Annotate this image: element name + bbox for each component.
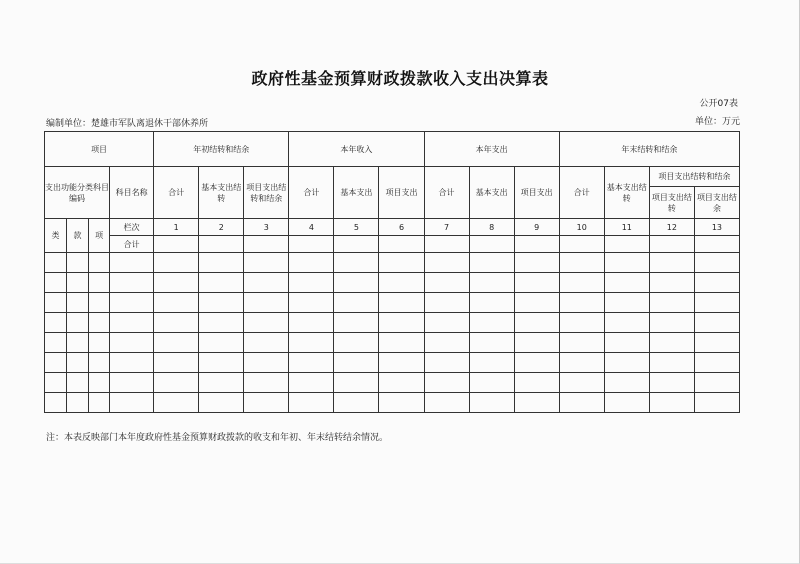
table-cell (244, 373, 289, 393)
table-cell (469, 393, 514, 413)
page-title: 政府性基金预算财政拨款收入支出决算表 (251, 69, 549, 88)
table-cell (199, 373, 244, 393)
table-cell (199, 333, 244, 353)
header-ending-project-balance: 项目支出结余 (694, 187, 739, 219)
table-cell (45, 353, 67, 373)
total-cell (469, 236, 514, 253)
table-cell (67, 313, 89, 333)
table-cell (45, 393, 67, 413)
column-number: 8 (469, 219, 514, 236)
table-cell (45, 373, 67, 393)
table-cell (289, 253, 334, 273)
table-cell (559, 333, 604, 353)
table-cell (199, 313, 244, 333)
table-cell (110, 273, 154, 293)
table-cell (514, 393, 559, 413)
table-cell (424, 253, 469, 273)
table-cell (649, 353, 694, 373)
table-row (45, 353, 740, 373)
table-cell (89, 273, 110, 293)
table-cell (649, 313, 694, 333)
header-beginning-project-carry-balance: 项目支出结转和结余 (244, 167, 289, 219)
total-label: 合计 (110, 236, 154, 253)
total-cell (514, 236, 559, 253)
table-cell (110, 393, 154, 413)
table-cell (424, 353, 469, 373)
header-ending-basic-carry: 基本支出结转 (604, 167, 649, 219)
table-row (45, 253, 740, 273)
table-cell (559, 293, 604, 313)
footnote: 注：本表反映部门本年度政府性基金预算财政拨款的收支和年初、年末结转结余情况。 (46, 433, 389, 443)
table-cell (649, 293, 694, 313)
table-cell (649, 373, 694, 393)
table-cell (649, 333, 694, 353)
table-cell (424, 273, 469, 293)
table-cell (334, 373, 379, 393)
table-cell (67, 373, 89, 393)
table-cell (379, 273, 424, 293)
table-cell (469, 333, 514, 353)
table-cell (694, 313, 739, 333)
table-cell (199, 253, 244, 273)
header-row-2 (45, 167, 740, 187)
table-cell (379, 313, 424, 333)
table-cell (67, 253, 89, 273)
total-cell (379, 236, 424, 253)
table-cell (45, 293, 67, 313)
table-cell (334, 273, 379, 293)
header-row-1 (45, 132, 740, 167)
table-cell (199, 393, 244, 413)
table-cell (89, 293, 110, 313)
column-number: 1 (154, 219, 199, 236)
header-ending-project-carry: 项目支出结转 (649, 187, 694, 219)
header-income-total: 合计 (289, 167, 334, 219)
table-cell (379, 373, 424, 393)
table-cell (649, 253, 694, 273)
table-cell (469, 313, 514, 333)
table-cell (110, 293, 154, 313)
table-cell (110, 313, 154, 333)
table-cell (379, 333, 424, 353)
table-row (45, 393, 740, 413)
header-income-project: 项目支出 (379, 167, 424, 219)
column-number: 5 (334, 219, 379, 236)
table-cell (199, 353, 244, 373)
column-number: 4 (289, 219, 334, 236)
report-table (44, 131, 740, 413)
table-cell (154, 273, 199, 293)
table-cell (89, 333, 110, 353)
table-cell (379, 293, 424, 313)
header-ending-project-carry-balance: 项目支出结转和结余 (649, 167, 739, 187)
table-cell (289, 333, 334, 353)
table-cell (694, 373, 739, 393)
header-expense: 本年支出 (424, 132, 559, 167)
empty-rows (45, 253, 740, 413)
table-cell (424, 393, 469, 413)
table-cell (45, 313, 67, 333)
table-cell (45, 273, 67, 293)
table-cell (110, 253, 154, 273)
table-row (45, 373, 740, 393)
column-number: 12 (649, 219, 694, 236)
header-beginning: 年初结转和结余 (154, 132, 289, 167)
table-cell (89, 373, 110, 393)
header-income-basic: 基本支出 (334, 167, 379, 219)
column-number: 10 (559, 219, 604, 236)
column-label: 栏次 (110, 219, 154, 236)
table-cell (154, 333, 199, 353)
column-number: 7 (424, 219, 469, 236)
table-cell (514, 373, 559, 393)
column-number: 6 (379, 219, 424, 236)
header-lei: 类 (45, 219, 67, 253)
table-cell (379, 353, 424, 373)
total-cell (559, 236, 604, 253)
table-cell (67, 273, 89, 293)
table-cell (559, 373, 604, 393)
table-cell (559, 273, 604, 293)
column-number: 3 (244, 219, 289, 236)
table-cell (424, 313, 469, 333)
table-cell (154, 253, 199, 273)
table-cell (469, 253, 514, 273)
table-cell (559, 393, 604, 413)
column-number: 9 (514, 219, 559, 236)
table-cell (110, 333, 154, 353)
column-number: 13 (694, 219, 739, 236)
table-cell (604, 253, 649, 273)
table-cell (694, 293, 739, 313)
table-cell (604, 313, 649, 333)
table-cell (604, 293, 649, 313)
table-cell (289, 273, 334, 293)
table-cell (469, 273, 514, 293)
table-cell (514, 353, 559, 373)
header-expense-project: 项目支出 (514, 167, 559, 219)
table-cell (110, 353, 154, 373)
table-cell (379, 253, 424, 273)
table-cell (154, 373, 199, 393)
table-cell (379, 393, 424, 413)
total-cell (694, 236, 739, 253)
table-cell (424, 373, 469, 393)
total-cell (199, 236, 244, 253)
table-row (45, 293, 740, 313)
table-cell (424, 293, 469, 313)
table-cell (469, 293, 514, 313)
total-row (45, 236, 740, 253)
table-cell (89, 353, 110, 373)
table-cell (334, 393, 379, 413)
total-cell (289, 236, 334, 253)
table-cell (469, 373, 514, 393)
table-cell (199, 293, 244, 313)
header-ending: 年末结转和结余 (559, 132, 739, 167)
table-cell (67, 393, 89, 413)
table-cell (45, 253, 67, 273)
table-cell (559, 313, 604, 333)
unit-label: 单位：万元 (694, 117, 740, 127)
table-row (45, 273, 740, 293)
table-cell (89, 313, 110, 333)
table-cell (604, 273, 649, 293)
table-cell (514, 253, 559, 273)
table-cell (289, 313, 334, 333)
table-cell (604, 393, 649, 413)
table-row (45, 333, 740, 353)
header-func-code: 支出功能分类科目编码 (45, 167, 110, 219)
table-cell (244, 313, 289, 333)
table-cell (289, 293, 334, 313)
table-cell (199, 273, 244, 293)
table-cell (604, 353, 649, 373)
table-cell (154, 293, 199, 313)
table-row (45, 313, 740, 333)
table-cell (154, 313, 199, 333)
table-cell (604, 373, 649, 393)
table-cell (334, 253, 379, 273)
header-subject-name: 科目名称 (110, 167, 154, 219)
table-cell (89, 253, 110, 273)
table-cell (514, 313, 559, 333)
table-cell (334, 353, 379, 373)
column-number: 2 (199, 219, 244, 236)
header-beginning-basic-carry: 基本支出结转 (199, 167, 244, 219)
table-cell (559, 253, 604, 273)
header-expense-basic: 基本支出 (469, 167, 514, 219)
table-cell (67, 353, 89, 373)
total-cell (154, 236, 199, 253)
header-income: 本年收入 (289, 132, 424, 167)
table-cell (694, 333, 739, 353)
table-cell (514, 273, 559, 293)
table-cell (244, 333, 289, 353)
header-expense-total: 合计 (424, 167, 469, 219)
table-cell (89, 393, 110, 413)
table-cell (67, 293, 89, 313)
table-cell (45, 333, 67, 353)
table-cell (244, 253, 289, 273)
form-number: 公开07表 (699, 99, 738, 109)
table-cell (110, 373, 154, 393)
table-cell (334, 293, 379, 313)
total-cell (424, 236, 469, 253)
organization-label: 编制单位：楚雄市军队离退休干部休养所 (46, 119, 209, 129)
total-cell (244, 236, 289, 253)
table-cell (694, 273, 739, 293)
table-cell (244, 293, 289, 313)
table-cell (649, 273, 694, 293)
table-cell (289, 393, 334, 413)
header-xiang: 项 (89, 219, 110, 253)
column-number-row (45, 219, 740, 236)
total-cell (604, 236, 649, 253)
table-cell (424, 333, 469, 353)
table-cell (694, 253, 739, 273)
header-beginning-total: 合计 (154, 167, 199, 219)
table-cell (514, 293, 559, 313)
header-item: 项目 (45, 132, 154, 167)
total-cell (649, 236, 694, 253)
table-cell (334, 333, 379, 353)
total-cell (334, 236, 379, 253)
column-number: 11 (604, 219, 649, 236)
table-cell (67, 333, 89, 353)
table-cell (334, 313, 379, 333)
table-cell (694, 393, 739, 413)
header-ending-total: 合计 (559, 167, 604, 219)
table-cell (154, 353, 199, 373)
table-cell (469, 353, 514, 373)
table-cell (559, 353, 604, 373)
header-kuan: 款 (67, 219, 89, 253)
table-cell (154, 393, 199, 413)
table-cell (604, 333, 649, 353)
table-cell (514, 333, 559, 353)
table-cell (244, 353, 289, 373)
table-cell (289, 373, 334, 393)
table-cell (694, 353, 739, 373)
table-cell (649, 393, 694, 413)
table-cell (244, 393, 289, 413)
table-cell (244, 273, 289, 293)
table-cell (289, 353, 334, 373)
